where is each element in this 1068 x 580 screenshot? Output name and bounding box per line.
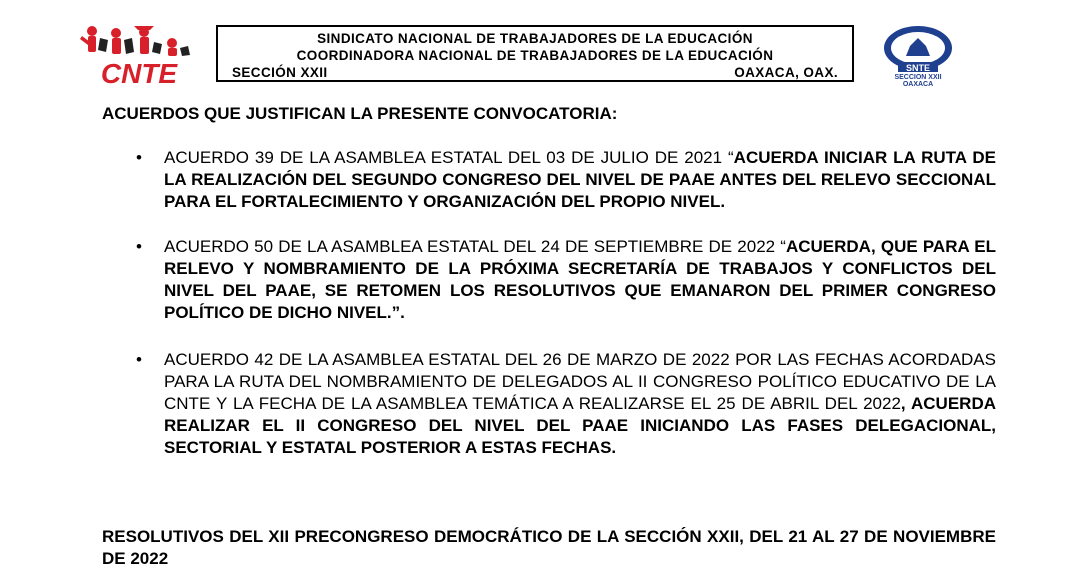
agreement-bold-text: ACUERDA, QUE PARA EL RELEVO Y NOMBRAMIENTO DE LA PRÓXIMA SECRETARÍA DE TRABAJOS Y CONFLICTOS DEL NIVEL DEL PAAE, SE RETOMEN LOS RESOLUTIVOS QUE EMANARON DEL PRIMER CONGRESO POLÍTICO DE DICHO NIVEL.”.	[164, 237, 997, 322]
agreement-bold-text: ACUERDA INICIAR LA RUTA DE LA REALIZACIÓN DEL SEGUNDO CONGRESO DEL NIVEL DE PAAE ANTES DEL RELEVO SECCIONAL PARA EL FORTALECIMIENTO Y ORGANIZACIÓN DEL PROPIO NIVEL.	[164, 148, 996, 211]
section-label: SECCIÓN XXII	[232, 65, 328, 80]
agreement-text: ACUERDO 42 DE LA ASAMBLEA ESTATAL DEL 26 DE MARZO DE 2022 POR LAS FECHAS ACORDADAS PARA LA RUTA DEL NOMBRAMIENTO DE DELEGADOS AL II CONGRESO POLÍTICO EDUCATIVO DE LA CNTE Y LA FECHA DE LA ASAMBLEA TEMÁTICA A REALIZARSE EL 25 DE ABRIL DEL 2022	[164, 350, 996, 413]
resolutions-heading: RESOLUTIVOS DEL XII PRECONGRESO DEMOCRÁTICO DE LA SECCIÓN XXII, DEL 21 AL 27 DE NOVIEMBRE DE 2022	[102, 527, 996, 568]
snte-seal-logo	[868, 24, 968, 88]
justification-heading: ACUERDOS QUE JUSTIFICAN LA PRESENTE CONVOCATORIA:	[102, 104, 618, 123]
seal-city-text: OAXACA	[902, 81, 934, 88]
letterhead-box	[216, 25, 854, 82]
agreement-text: ACUERDO 39 DE LA ASAMBLEA ESTATAL DEL 03 DE JULIO DE 2021 “	[164, 148, 734, 167]
cnte-logo-text: CNTE	[100, 58, 178, 86]
bullet-icon: •	[136, 148, 142, 167]
coordinator-name: COORDINADORA NACIONAL DE TRABAJADORES DE LA EDUCACIÓN	[296, 48, 774, 63]
union-name: SINDICATO NACIONAL DE TRABAJADORES DE LA EDUCACIÓN	[317, 31, 753, 46]
agreement-item	[164, 236, 996, 324]
agreement-bold-text: , ACUERDA REALIZAR EL II CONGRESO DEL NIVEL DEL PAAE INICIANDO LAS FASES DELEGACIONAL, SECTORIAL Y ESTATAL POSTERIOR A ESTAS FECHAS.	[164, 394, 996, 457]
cnte-logo	[78, 22, 200, 86]
bullet-icon: •	[136, 350, 142, 369]
bullet-icon: •	[136, 237, 142, 256]
agreement-text: ACUERDO 50 DE LA ASAMBLEA ESTATAL DEL 24 DE SEPTIEMBRE DE 2022 “	[164, 237, 786, 256]
agreement-item	[164, 147, 996, 213]
place-label: OAXACA, OAX.	[734, 65, 838, 80]
seal-section-text: SECCION XXII	[894, 74, 942, 81]
agreement-item	[164, 349, 996, 459]
seal-top-text: SNTE	[905, 63, 931, 73]
